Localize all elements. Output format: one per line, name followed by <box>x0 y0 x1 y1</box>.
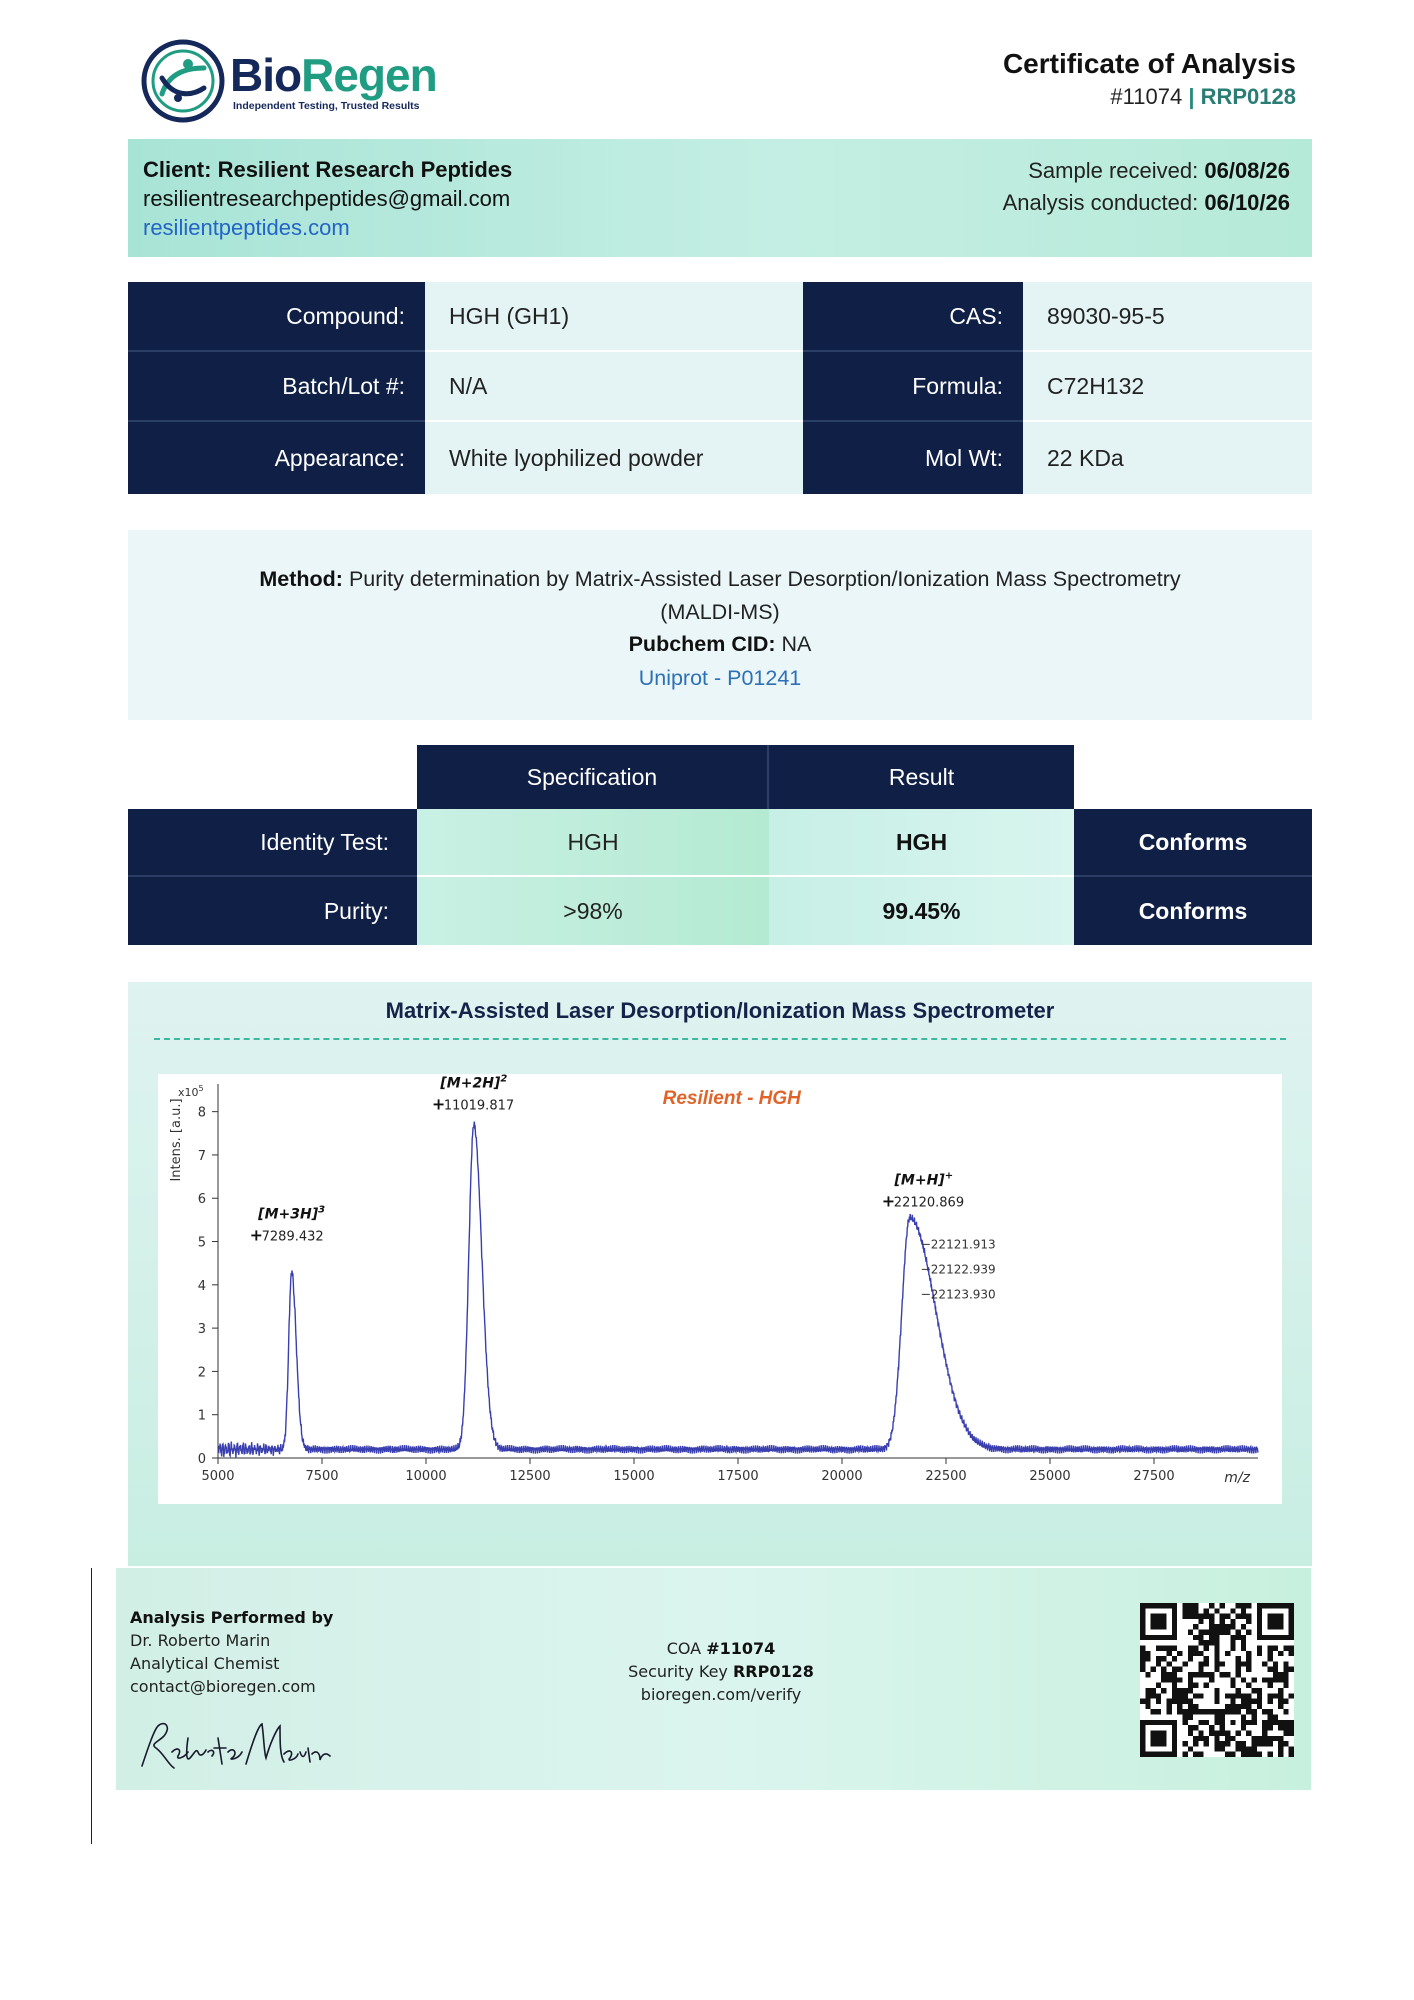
x-tick-label: 27500 <box>1133 1469 1175 1484</box>
cas-label: CAS: <box>803 282 1023 352</box>
batch-value: N/A <box>425 352 803 422</box>
cas-value: 89030-95-5 <box>1023 282 1312 352</box>
peak-charge: 3 <box>318 1204 326 1216</box>
x-tick-label: 10000 <box>405 1469 447 1484</box>
peak-mz-value: 7289.432 <box>261 1229 324 1245</box>
maldi-spectrum-chart <box>158 1074 1282 1504</box>
y-tick-label: 2 <box>197 1365 206 1381</box>
method-box <box>128 530 1312 720</box>
analyst-name: Dr. Roberto Marin <box>130 1631 271 1650</box>
client-name-line: Client: Resilient Research Peptides <box>143 157 513 182</box>
y-multiplier-exponent: 5 <box>198 1084 204 1093</box>
y-axis-label: Intens. [a.u.] <box>169 1098 184 1182</box>
peak-mz-value: 22120.869 <box>893 1195 965 1211</box>
molwt-label: Mol Wt: <box>803 422 1023 494</box>
y-tick-label: 8 <box>197 1105 206 1121</box>
certificate-number: #11074 <box>1110 84 1183 109</box>
y-tick-label: 3 <box>197 1322 206 1338</box>
chart-title: Resilient - HGH <box>662 1088 801 1109</box>
analyst-block <box>130 1606 333 1698</box>
purity-spec: >98% <box>417 877 769 945</box>
peak-marker-icon: + <box>249 1225 264 1245</box>
formula-label: Formula: <box>803 352 1023 422</box>
margin-line <box>91 1568 92 1844</box>
performed-by-label: Analysis Performed by <box>130 1608 334 1627</box>
batch-label: Batch/Lot #: <box>128 352 425 422</box>
signature-image <box>134 1708 334 1778</box>
peak-charge: + <box>944 1170 954 1182</box>
analyst-contact[interactable]: contact@bioregen.com <box>130 1677 316 1696</box>
logo-tagline: Independent Testing, Trusted Results <box>233 100 420 112</box>
certificate-header <box>1003 48 1296 110</box>
separator: | <box>1188 84 1195 109</box>
x-tick-label: 7500 <box>305 1469 339 1484</box>
logo-emblem-icon <box>140 38 226 124</box>
peak-ion-label: $[M+3H]^3$ <box>258 1204 326 1223</box>
isotope-label: 22123.930 <box>930 1287 996 1302</box>
spectrum-panel-title: Matrix-Assisted Laser Desorption/Ionization Mass Spectrometer <box>385 998 1055 1023</box>
molwt-value: 22 KDa <box>1023 422 1312 494</box>
certificate-key: RRP0128 <box>1200 84 1296 109</box>
x-tick-label: 22500 <box>925 1469 967 1484</box>
isotope-label: 22122.939 <box>930 1262 996 1277</box>
identity-spec: HGH <box>417 809 769 877</box>
result-header: Result <box>769 745 1074 809</box>
analyst-role: Analytical Chemist <box>130 1654 280 1673</box>
sample-received: Sample received: 06/08/26 <box>1028 158 1290 183</box>
isotope-label: 22121.913 <box>930 1237 996 1252</box>
bioregen-logo <box>140 38 460 126</box>
certificate-title: Certificate of Analysis <box>1002 48 1296 79</box>
y-tick-label: 5 <box>197 1235 206 1251</box>
identity-result: HGH <box>769 809 1074 877</box>
x-tick-label: 20000 <box>821 1469 863 1484</box>
identity-status: Conforms <box>1074 809 1312 877</box>
x-tick-label: 25000 <box>1029 1469 1071 1484</box>
qr-code-icon[interactable] <box>1140 1603 1294 1757</box>
method-description: Method: Purity determination by Matrix-Assisted Laser Desorption/Ionization Mass Spectrometry (MALDI-MS) <box>259 567 1181 624</box>
y-tick-label: 0 <box>197 1452 206 1467</box>
peak-marker-icon: + <box>881 1191 896 1211</box>
compound-label: Compound: <box>128 282 425 352</box>
identity-test-label: Identity Test: <box>128 809 417 877</box>
peak-marker-icon: + <box>431 1094 446 1114</box>
pubchem-cid: Pubchem CID: NA <box>628 632 812 656</box>
compound-value: HGH (GH1) <box>425 282 803 352</box>
y-tick-label: 7 <box>197 1148 206 1164</box>
y-tick-label: 4 <box>197 1278 206 1294</box>
verify-url[interactable]: bioregen.com/verify <box>640 1685 802 1704</box>
peak-ion-label: $[M+2H]^2$ <box>440 1074 508 1092</box>
x-tick-label: 15000 <box>613 1469 655 1484</box>
coa-number-line: COA #11074 <box>666 1639 776 1658</box>
client-email[interactable]: resilientresearchpeptides@gmail.com <box>143 186 511 211</box>
verification-block <box>606 1637 836 1706</box>
analysis-conducted: Analysis conducted: 06/10/26 <box>1002 190 1290 215</box>
purity-label: Purity: <box>128 877 417 945</box>
logo-wordmark: BioRegen <box>230 49 437 101</box>
dashed-divider <box>154 1038 1286 1040</box>
y-tick-label: 6 <box>197 1192 206 1208</box>
appearance-label: Appearance: <box>128 422 425 494</box>
peak-mz-value: 11019.817 <box>443 1098 515 1114</box>
appearance-value: White lyophilized powder <box>425 422 803 494</box>
chart-background <box>158 1074 1282 1504</box>
y-tick-label: 1 <box>197 1408 206 1424</box>
spectrum-panel <box>128 982 1312 1566</box>
client-band <box>128 139 1312 257</box>
security-key-line: Security Key RRP0128 <box>628 1662 814 1681</box>
purity-result: 99.45% <box>769 877 1074 945</box>
x-tick-label: 5000 <box>201 1469 235 1484</box>
x-axis-label: m/z <box>1224 1470 1250 1486</box>
y-multiplier-label: $x10^5$ <box>178 1084 204 1099</box>
x-tick-label: 12500 <box>509 1469 551 1484</box>
footer-band <box>116 1568 1311 1790</box>
x-tick-label: 17500 <box>717 1469 759 1484</box>
uniprot-link[interactable]: Uniprot - P01241 <box>638 666 802 690</box>
certificate-number-line <box>1003 84 1296 110</box>
peak-ion-label: [M+H]+ <box>894 1170 954 1189</box>
formula-value: C72H132 <box>1023 352 1312 422</box>
peak-charge: 2 <box>500 1074 508 1085</box>
purity-status: Conforms <box>1074 877 1312 945</box>
specification-header: Specification <box>417 745 769 809</box>
client-website-link[interactable]: resilientpeptides.com <box>143 215 350 240</box>
